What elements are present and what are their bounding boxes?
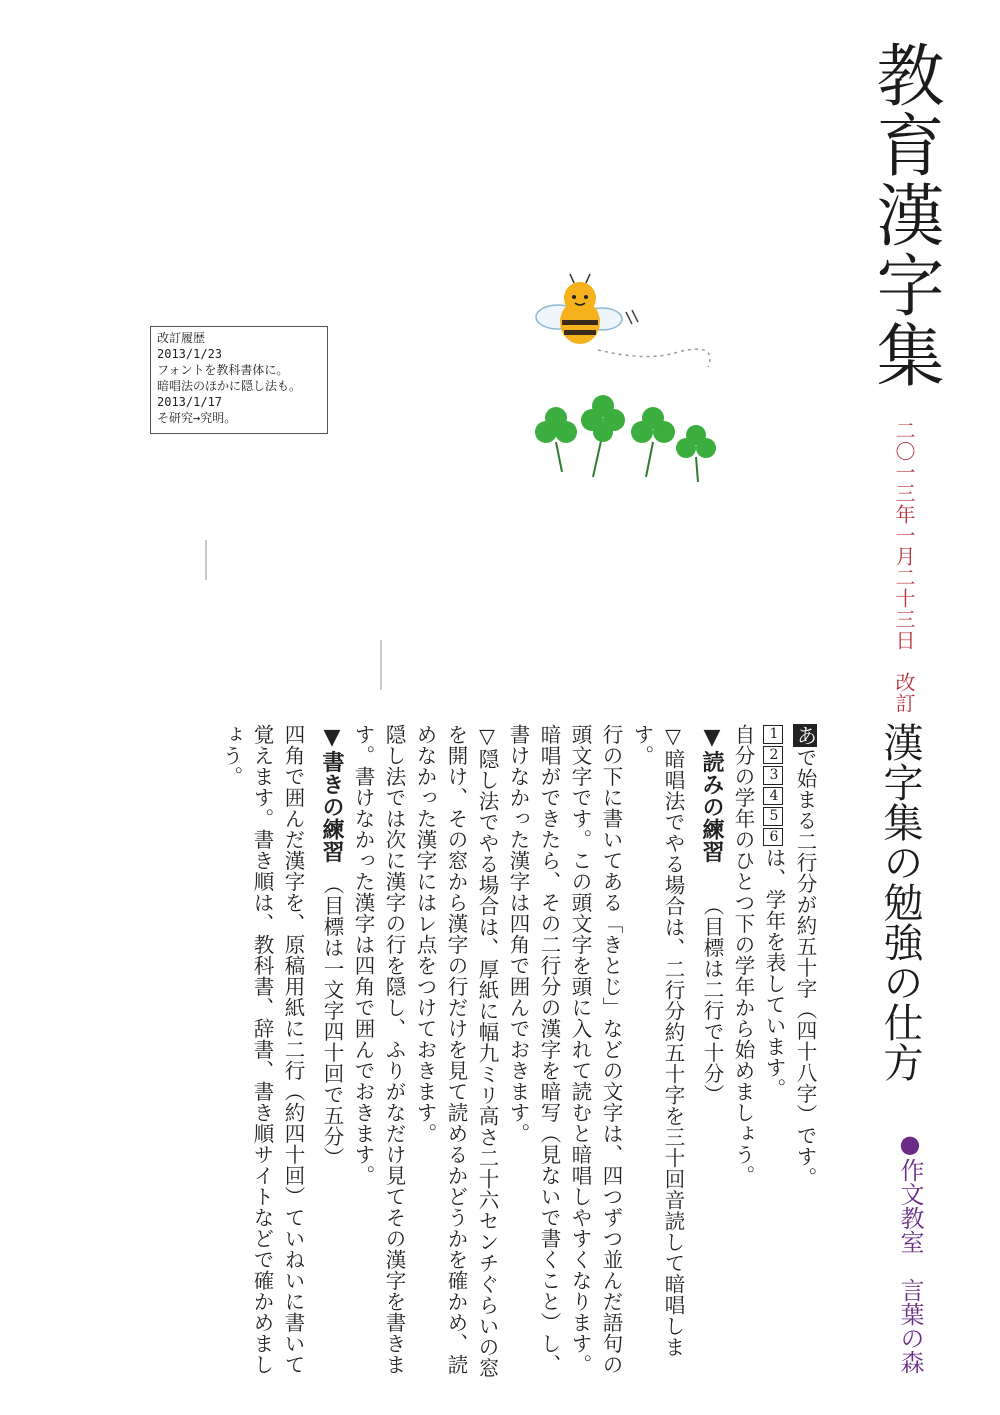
writing-goal: （目標は一文字四十回で五分） xyxy=(320,884,344,1168)
memo-line: 2013/1/17 xyxy=(157,395,223,409)
intro-line-2 xyxy=(758,724,789,1384)
clover-icon xyxy=(535,407,577,472)
revision-date: 二〇一三年一月二十三日 改訂 xyxy=(892,420,916,714)
flight-path xyxy=(598,349,710,367)
intro-line-3: 自分の学年のひとつ下の学年から始めましょう。 xyxy=(731,724,755,1186)
grade-number: 3 xyxy=(763,766,783,785)
mark-a: あ xyxy=(793,725,817,746)
reading-heading-title: ▼読みの練習 xyxy=(699,724,725,863)
reading-hiding: ▽隠し法でやる場合は、厚紙に幅九ミリ高さ二十六センチぐらいの窓を開け、その窓から漢字の行だけを見て読めるかどうかを確かめ、読めなかった漢字にはレ点をつけておきます。 xyxy=(413,724,499,1379)
writing-heading xyxy=(316,724,347,1384)
bee-icon xyxy=(536,274,638,344)
clover-icon xyxy=(581,395,625,477)
scan-mark xyxy=(205,540,207,580)
grade-number: 4 xyxy=(763,787,783,806)
intro-line-1 xyxy=(789,724,820,1384)
grade-number: 2 xyxy=(763,746,783,765)
section-heading: 漢字集の勉強の仕方 xyxy=(877,722,923,1082)
memo-line: そ研究→究明。 xyxy=(157,411,237,425)
writing-text: 四角で囲んだ漢字を、原稿用紙に二行（約四十回）ていねいに書いて覚えます。書き順は、教科書、辞書、書き順サイトなどで確かめましょう。 xyxy=(219,724,305,1375)
writing-heading-title: ▼書きの練習 xyxy=(319,724,345,863)
body-text xyxy=(215,724,820,1384)
memo-line: 暗唱法のほかに隠し法も。 xyxy=(157,379,302,393)
reading-goal: （目標は二行で十分） xyxy=(700,905,724,1105)
bee-clover-illustration xyxy=(528,272,738,487)
reading-initials: 行の下に書いてある「きとじ」などの文字は、四つずつ並んだ語句の頭文字です。この頭文字を頭に入れて読むと暗唱しやすくなります。 xyxy=(568,724,623,1375)
reading-hiding-2: 隠し法では次に漢字の行を隠し、ふりがなだけ見てその漢字を書きます。書けなかった漢字は四角で囲んでおきます。 xyxy=(351,724,406,1375)
grade-number: 5 xyxy=(763,807,783,826)
scan-mark xyxy=(380,640,382,690)
page-title: 教育漢字集 xyxy=(865,40,944,390)
revision-memo xyxy=(150,326,328,434)
intro-text-1: で始まる二行分が約五十字（四十八字）です。 xyxy=(793,747,817,1188)
intro-text-2: は、学年を表しています。 xyxy=(762,847,786,1099)
reading-recitation: ▽暗唱法でやる場合は、二行分約五十字を三十回音読して暗唱します。 xyxy=(630,724,685,1358)
grade-number: 1 xyxy=(763,725,783,744)
clover-icon xyxy=(676,425,716,482)
memo-line: フォントを教科書体に。 xyxy=(157,363,289,377)
grade-number: 6 xyxy=(763,828,783,847)
reading-after: 暗唱ができたら、その二行分の漢字を暗写（見ないで書くこと）し、書けなかった漢字は四角で囲んでおきます。 xyxy=(506,724,561,1375)
memo-line: 2013/1/23 xyxy=(157,347,223,361)
clover-icon xyxy=(631,407,675,477)
reading-heading xyxy=(696,724,727,1384)
memo-line: 改訂履歴 xyxy=(157,331,206,345)
reference-link: ●作文教室 言葉の森 xyxy=(896,1130,924,1374)
